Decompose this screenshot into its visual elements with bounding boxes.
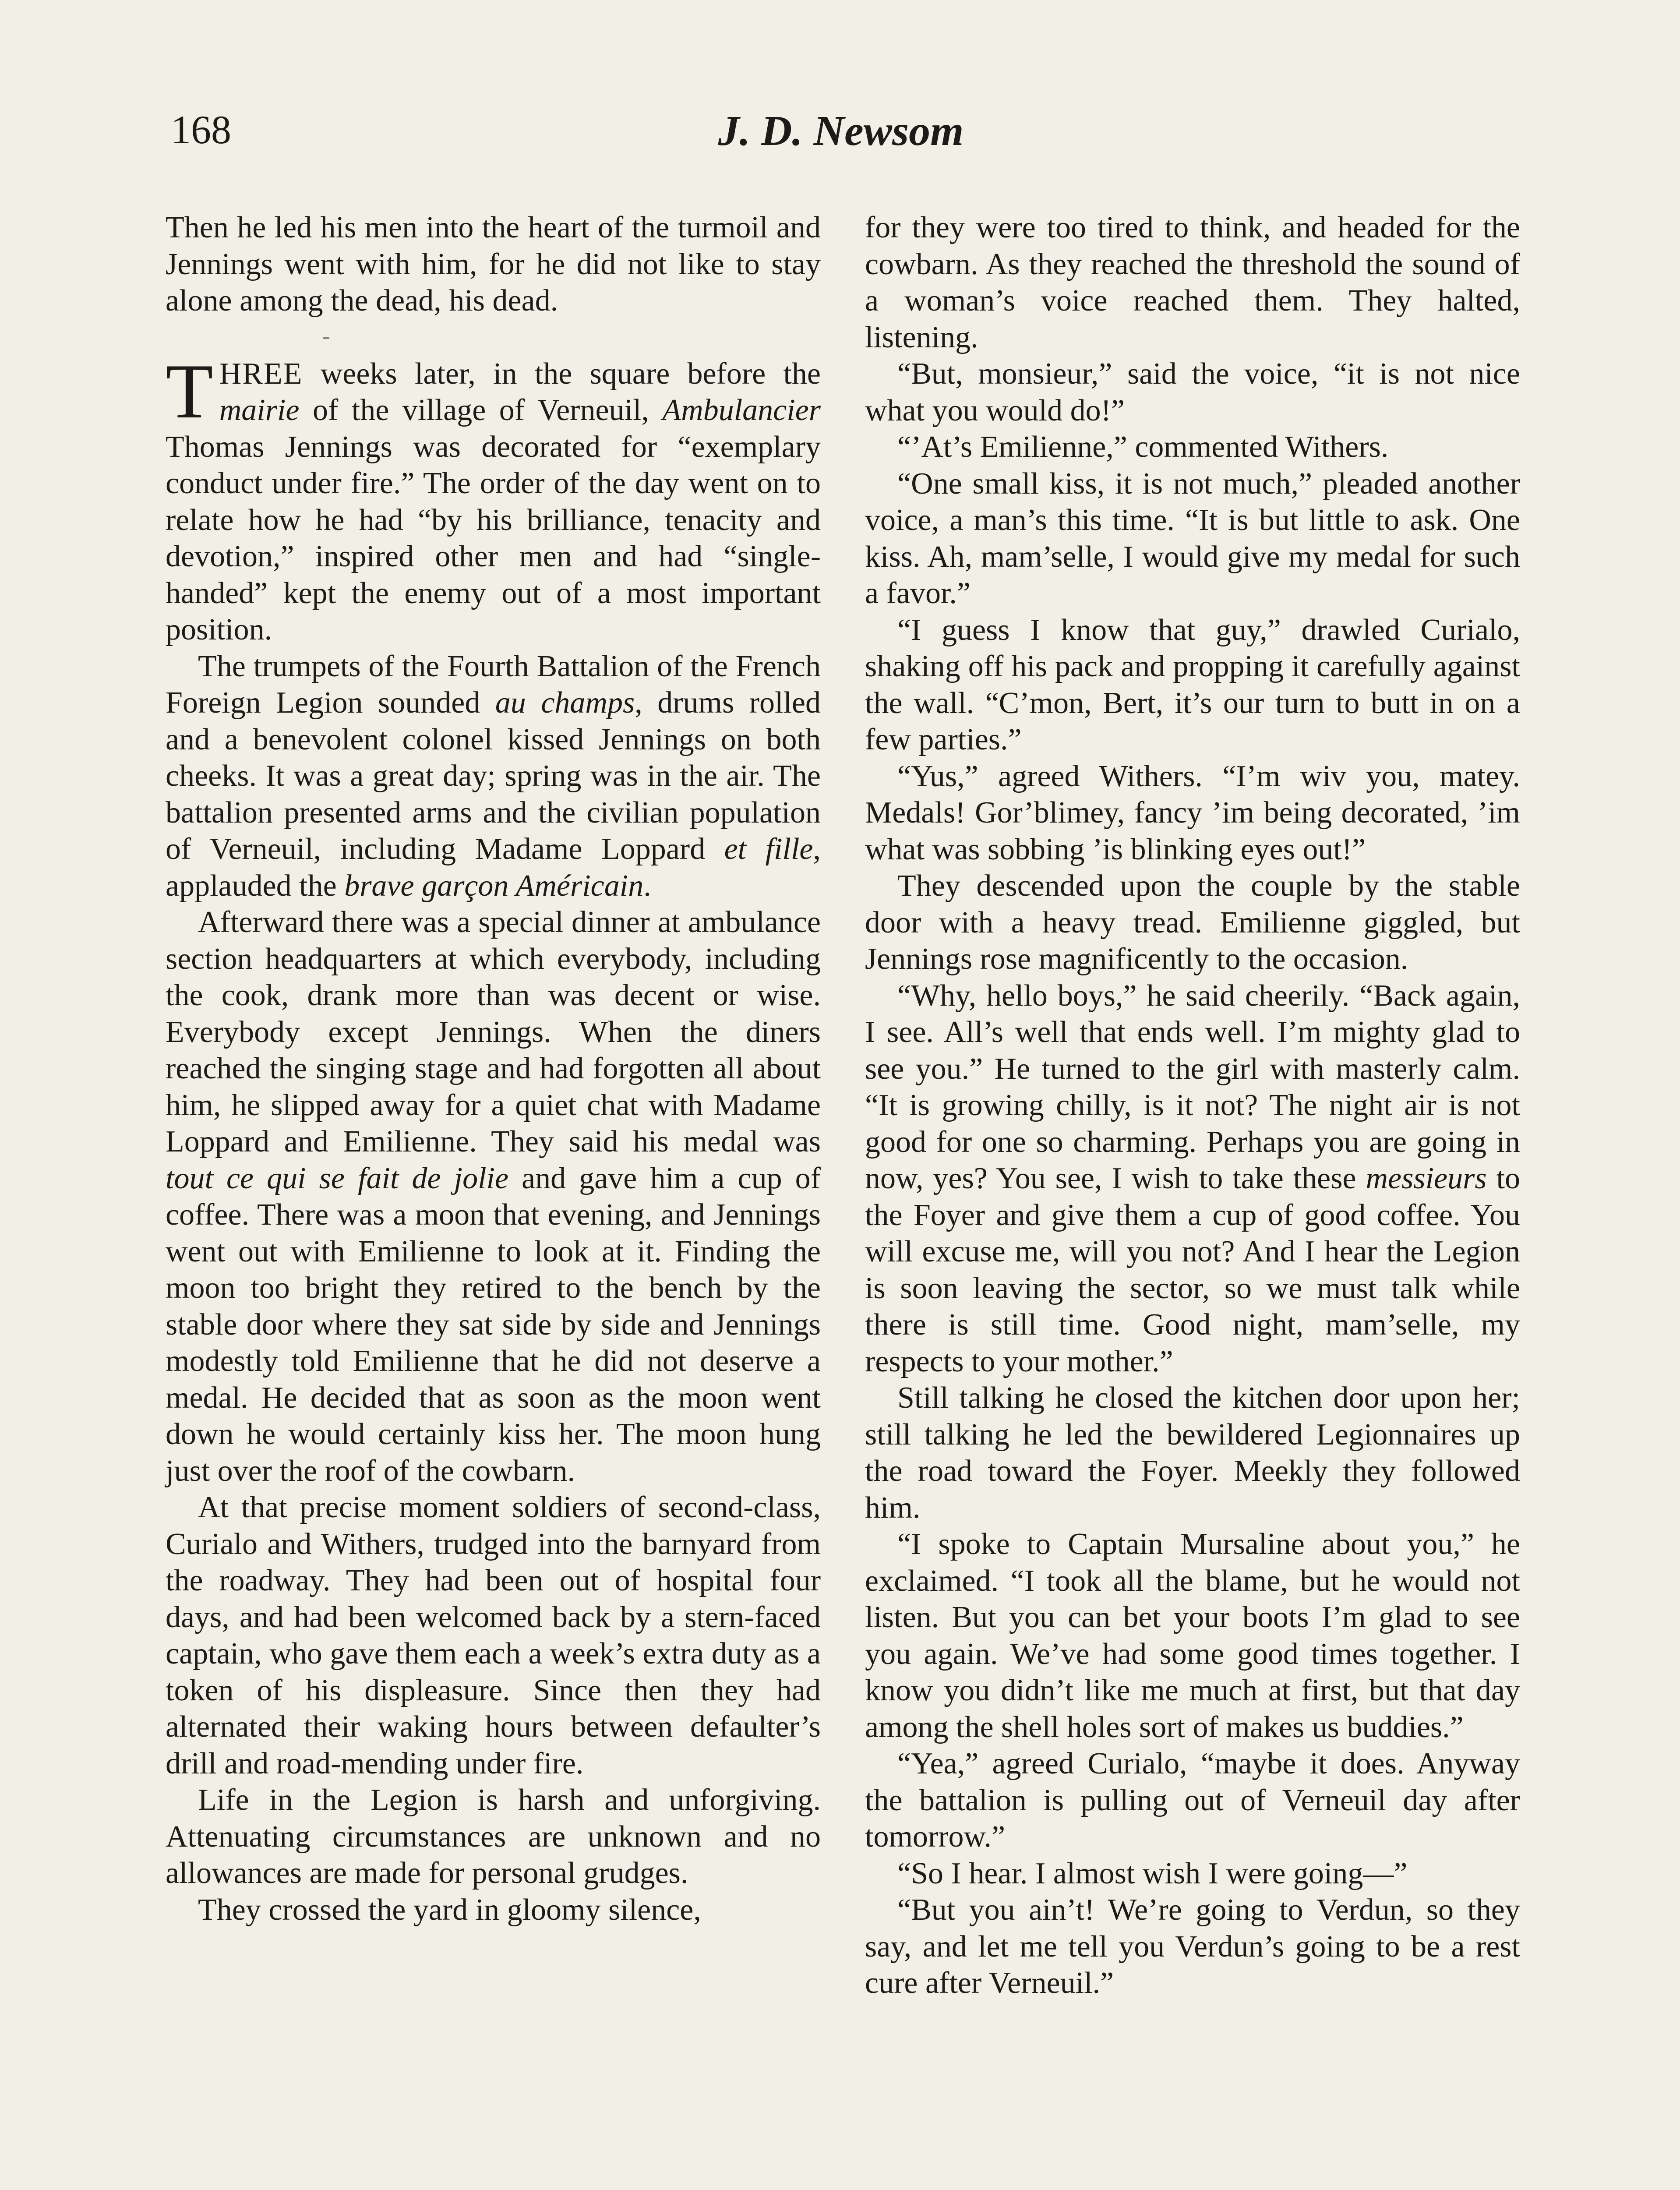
text-run: and gave him a cup of coffee. There was a moon that evening, and Jennings went out with Emilienne to look at it. Finding the moon too bright they retired to the bench by the stable door where they sat side by side and Jennings modestly told Emilienne that he did not deserve a medal. He decided that as soon as the moon went down he would certainly kiss her. The moon hung just over the roof of the cowbarn. [166,1161,821,1488]
italic-term: tout ce qui se fait de jolie [166,1161,509,1195]
text-run: , applauded the [166,832,821,903]
paragraph: “Yea,” agreed Curialo, “maybe it does. Anyway the battalion is pulling out of Verneuil day after tomorrow.” [865,1747,1520,1854]
drop-cap: T [166,347,213,434]
paragraph: “One small kiss, it is not much,” pleaded another voice, a man’s this time. “It is but little to ask. One kiss. Ah, mam’selle, I would give my medal for such a favor.” [865,466,1520,610]
italic-term: Ambulancier [662,393,821,427]
paragraph: At that precise moment soldiers of second-class, Curialo and Withers, trudged into the barnyard from the roadway. They had been out of hospital four days, and had been welcomed back by a stern-faced captain, who gave them each a week’s extra duty as a token of his displeasure. Since then they had alternated their waking hours between defaulter’s drill and road-mending under fire. [166,1491,821,1780]
running-head: J. D. Newsom [718,107,964,155]
paragraph: Still talking he closed the kitchen door upon her; still talking he led the bewildered Legionnaires up the road toward the Foyer. Meekly they followed him. [865,1381,1520,1525]
paragraph: for they were too tired to think, and headed for the cowbarn. As they reached the threshold the sound of a woman’s voice reached them. They halted, listening. [865,211,1520,354]
paragraph: “I guess I know that guy,” drawled Curialo, shaking off his pack and propping it carefully against the wall. “C’mon, Bert, it’s our turn to butt in on a few parties.” [865,613,1520,756]
section-opening-paragraph [166,347,821,648]
text-run: weeks later, in the square before the [303,357,821,391]
text-run: Afterward there was a special dinner at ambulance section headquarters at which everybody, including the cook, drank more than was decent or wise. Everybody except Jennings. When the diners reached the singing stage and had forgotten all about him, he slipped away for a quiet chat with Madame Loppard and Emilienne. They said his medal was [166,905,821,1159]
page-number: 168 [171,107,231,152]
text-run: Thomas Jennings was decorated for “exemplary conduct under fire.” The order of the day went on to relate how he had “by his brilliance, tenacity and devotion,” inspired other men and had “single-handed” kept the enemy out of a most important position. [166,430,821,646]
text-run: , drums rolled and a benevolent colonel kissed Jennings on both cheeks. It was a great day; spring was in the air. The battalion presented arms and the civilian population of Verneuil, including Madame Loppard [166,686,821,866]
paragraph: “So I hear. I almost wish I were going—” [897,1856,1408,1890]
paragraph: “Yus,” agreed Withers. “I’m wiv you, matey. Medals! Gor’blimey, fancy ’im being decorated, ’im what was sobbing ’is blinking eyes out!” [865,759,1520,866]
text-run: The trumpets of the Fourth Battalion of the French Foreign Legion sounded [166,649,821,720]
paragraph: Then he led his men into the heart of the turmoil and Jennings went with him, for he did not like to stay alone among the dead, his dead. [166,211,821,318]
paragraph: “But you ain’t! We’re going to Verdun, so they say, and let me tell you Verdun’s going to be a rest cure after Verneuil.” [865,1893,1520,2000]
paragraph: “I spoke to Captain Mursaline about you,” he exclaimed. “I took all the blame, but he would not listen. But you can bet your boots I’m glad to see you again. We’ve had some good times together. I know you didn’t like me much at first, but that day among the shell holes sort of makes us buddies.” [865,1527,1520,1744]
paragraph [166,904,821,1489]
text-run: of the village of Verneuil, [299,393,663,427]
italic-term: brave garçon Américain [344,869,644,903]
paragraph: “’At’s Emilienne,” commented Withers. [897,430,1389,464]
italic-term: au champs [495,686,635,720]
paragraph: Life in the Legion is harsh and unforgiving. Attenuating circumstances are unknown and no allowances are made for personal grudges. [166,1783,821,1890]
paragraph [865,978,1520,1380]
paragraph: They descended upon the couple by the stable door with a heavy tread. Emilienne giggled, but Jennings rose magnificently to the occasion. [865,869,1520,976]
paragraph [166,648,821,904]
italic-term: messieurs [1366,1162,1487,1195]
text-run: to the Foyer and give them a cup of good coffee. You will excuse me, will you not? And I hear the Legion is soon leaving the sector, so we must talk while there is still time. Good night, mam’selle, my respects to your mother.” [865,1162,1520,1378]
paragraph: “But, monsieur,” said the voice, “it is not nice what you would do!” [865,357,1520,427]
paragraph: They crossed the yard in gloomy silence, [198,1893,701,1927]
right-column [865,209,1520,2002]
lead-word: HREE [219,357,303,391]
left-column [166,209,821,1928]
italic-term: et fille [724,832,813,866]
italic-term: mairie [219,393,300,427]
text-run: “Why, hello boys,” he said cheerily. “Back again, I see. All’s well that ends well. I’m mighty glad to see you.” He turned to the girl with masterly calm. “It is growing chilly, is it not? The night air is not good for one so charming. Perhaps you are going in now, yes? You see, I wish to take these [865,978,1520,1195]
text-run: . [643,869,651,903]
